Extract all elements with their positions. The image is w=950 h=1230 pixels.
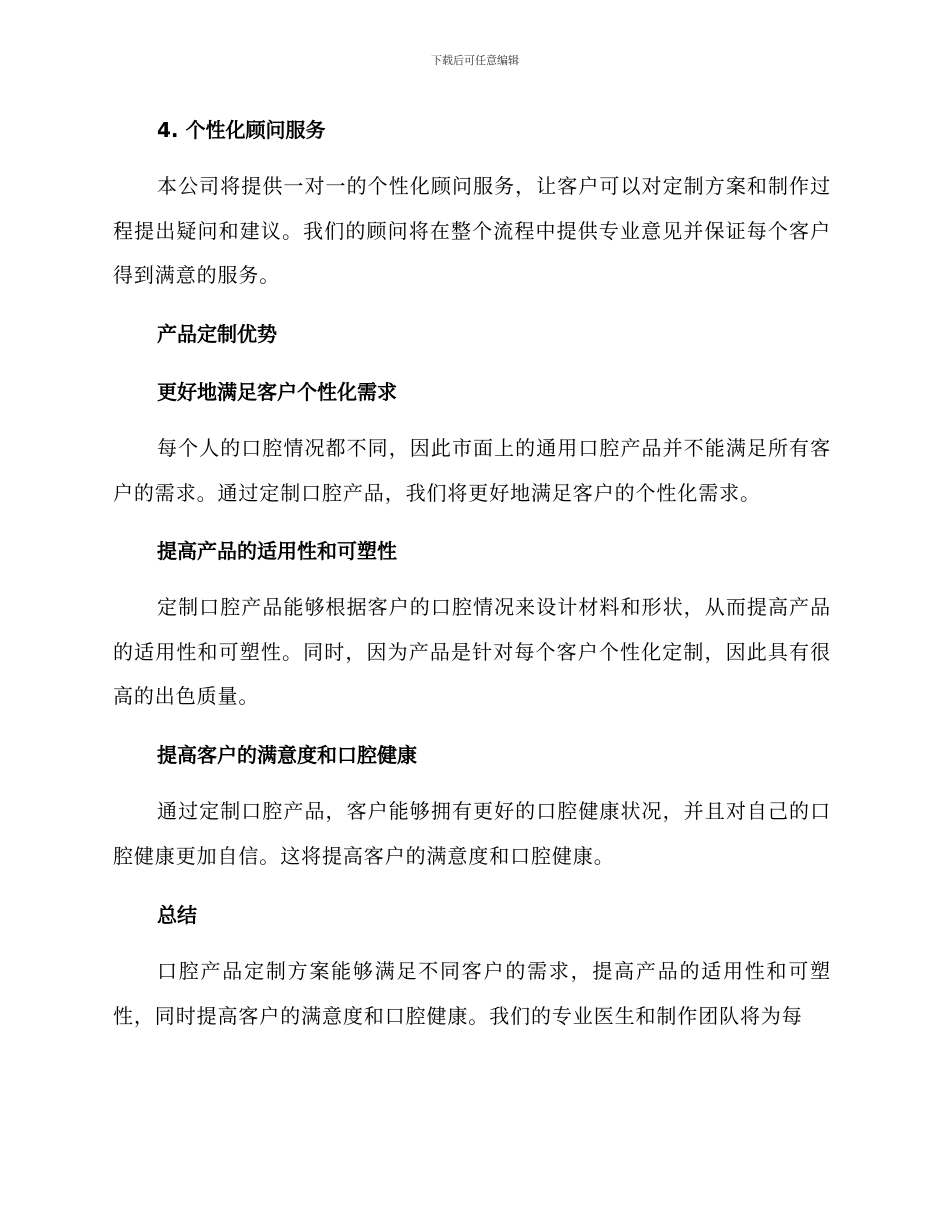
paragraph-applicability: 定制口腔产品能够根据客户的口腔情况来设计材料和形状，从而提高产品的适用性和可塑性。同时，因为产品是针对每个客户个性化定制，因此具有很高的出色质量。	[113, 595, 831, 709]
page-header: 下载后可任意编辑	[431, 54, 519, 67]
paragraph-satisfaction: 通过定制口腔产品，客户能够拥有更好的口腔健康状况，并且对自己的口腔健康更加自信。这将提高客户的满意度和口腔健康。	[113, 799, 831, 868]
section-heading-applicability: 提高产品的适用性和可塑性	[157, 539, 397, 563]
section-heading-satisfaction: 提高客户的满意度和口腔健康	[157, 743, 417, 767]
paragraph-summary: 口腔产品定制方案能够满足不同客户的需求，提高产品的适用性和可塑性，同时提高客户的满意度和口腔健康。我们的专业医生和制作团队将为每	[113, 959, 831, 1028]
section-heading-summary: 总结	[157, 903, 197, 927]
section-heading-consulting: 4. 个性化顾问服务	[157, 118, 326, 142]
paragraph-consulting: 本公司将提供一对一的个性化顾问服务，让客户可以对定制方案和制作过程提出疑问和建议。我们的顾问将在整个流程中提供专业意见并保证每个客户得到满意的服务。	[113, 174, 831, 288]
paragraph-personalized-needs: 每个人的口腔情况都不同，因此市面上的通用口腔产品并不能满足所有客户的需求。通过定制口腔产品，我们将更好地满足客户的个性化需求。	[113, 436, 831, 505]
section-heading-advantages: 产品定制优势	[157, 322, 277, 346]
section-heading-personalized-needs: 更好地满足客户个性化需求	[157, 380, 397, 404]
